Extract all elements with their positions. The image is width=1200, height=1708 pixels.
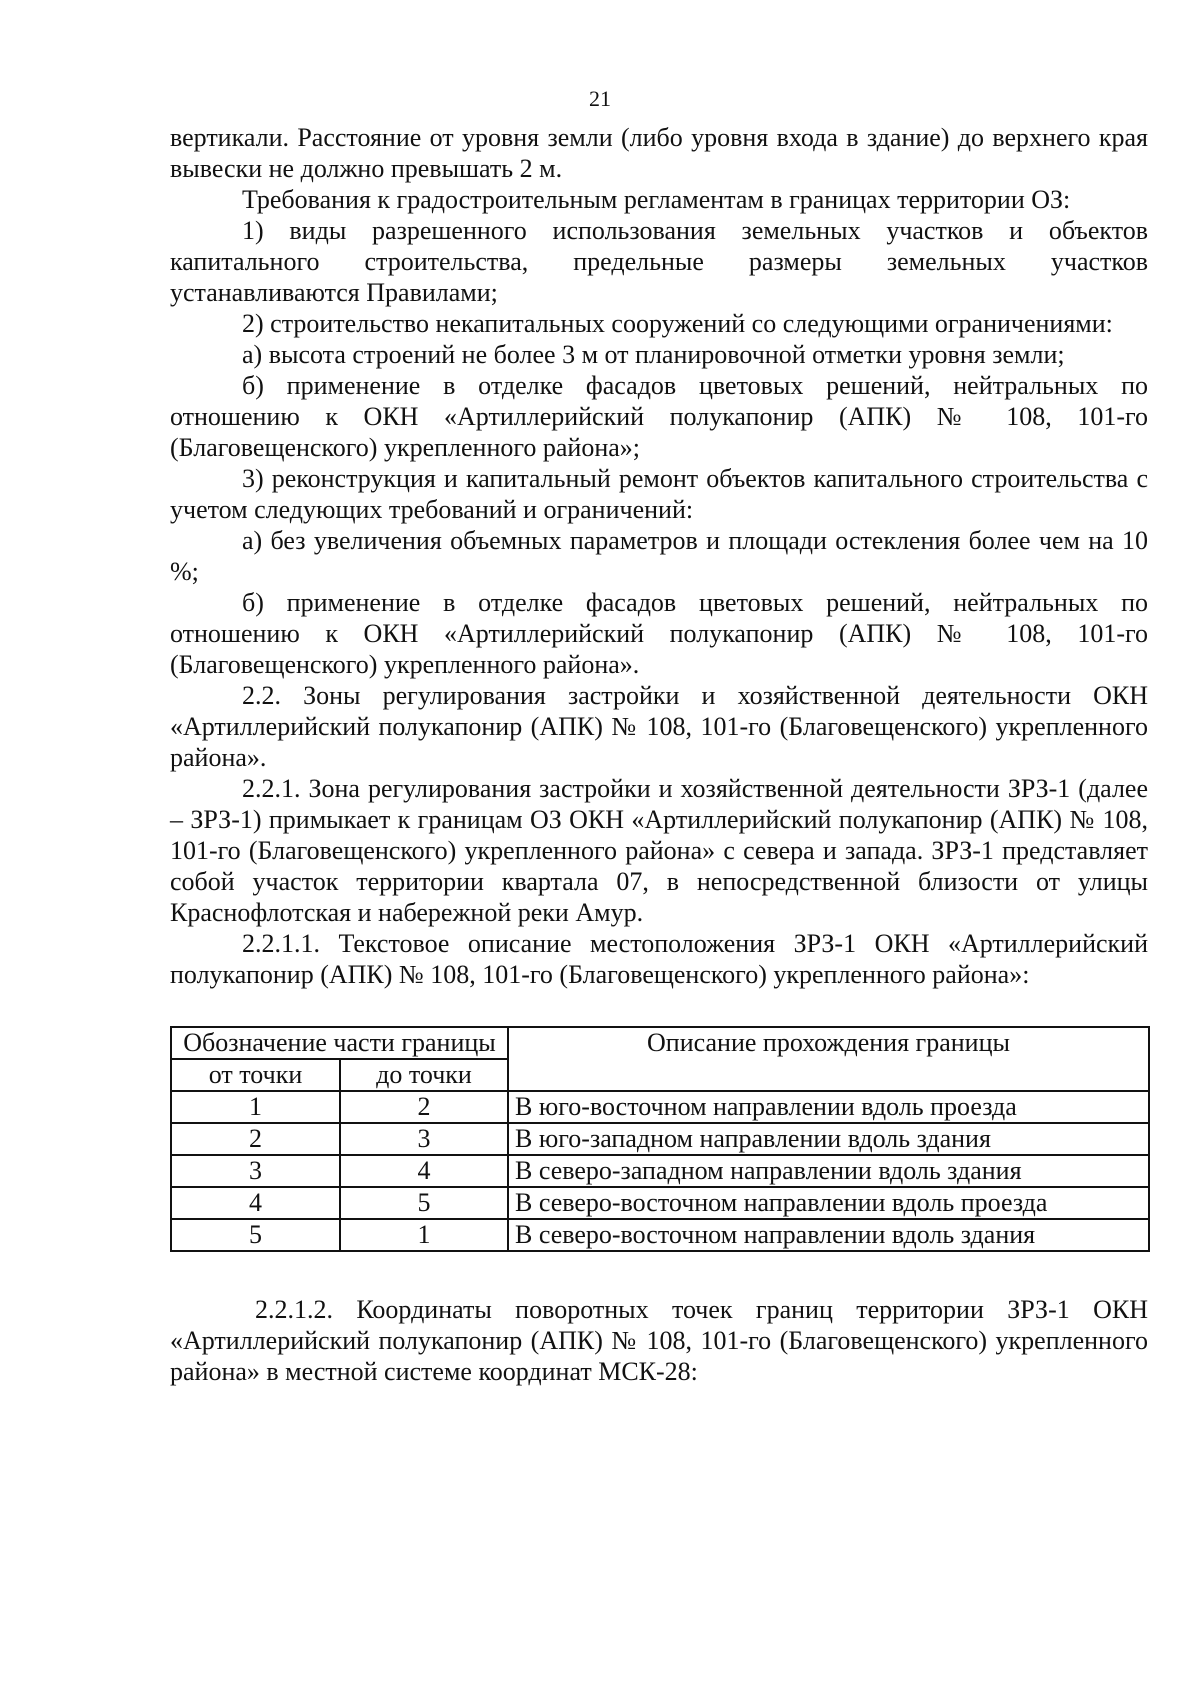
table-header-group: Обозначение части границы [171, 1027, 508, 1059]
paragraph: б) применение в отделке фасадов цветовых решений, нейтральных по отношению к ОКН «Артиллерийский полукапонир (АПК) № 108, 101-го (Благовещенского) укрепленного района»; [170, 371, 1148, 462]
paragraph: 3) реконструкция и капитальный ремонт объектов капитального строительства с учетом следующих требований и ограничений: [170, 464, 1148, 524]
cell-to: 4 [340, 1155, 508, 1187]
cell-from: 4 [171, 1187, 340, 1219]
paragraph: 2.2. Зоны регулирования застройки и хозяйственной деятельности ОКН «Артиллерийский полукапонир (АПК) № 108, 101-го (Благовещенского) укрепленного района». [170, 681, 1148, 772]
cell-description: В юго-западном направлении вдоль здания [508, 1123, 1149, 1155]
cell-to: 5 [340, 1187, 508, 1219]
paragraph: а) без увеличения объемных параметров и площади остекления более чем на 10 %; [170, 526, 1148, 586]
table-header-description: Описание прохождения границы [508, 1027, 1149, 1091]
cell-from: 5 [171, 1219, 340, 1251]
document-body [170, 122, 1148, 1387]
table-row [171, 1155, 1149, 1187]
cell-to: 1 [340, 1219, 508, 1251]
page-number: 21 [589, 86, 611, 111]
cell-to: 3 [340, 1123, 508, 1155]
table-row [171, 1219, 1149, 1251]
paragraph: а) высота строений не более 3 м от планировочной отметки уровня земли; [242, 340, 1065, 369]
cell-description: В северо-восточном направлении вдоль здания [508, 1219, 1149, 1251]
paragraphs-top [170, 122, 1148, 990]
paragraph: 2.2.1. Зона регулирования застройки и хозяйственной деятельности ЗРЗ-1 (далее – ЗРЗ-1) примыкает к границам ОЗ ОКН «Артиллерийский полукапонир (АПК) № 108, 101-го (Благовещенского) укрепленного района» с севера и запада. ЗРЗ-1 представляет собой участок территории квартала 07, в непосредственной близости от улицы Краснофлотская и набережной реки Амур. [170, 774, 1148, 927]
paragraph: 2) строительство некапитальных сооружений со следующими ограничениями: [242, 309, 1113, 338]
table-row [171, 1187, 1149, 1219]
cell-from: 3 [171, 1155, 340, 1187]
cell-description: В северо-восточном направлении вдоль проезда [508, 1187, 1149, 1219]
cell-from: 2 [171, 1123, 340, 1155]
paragraph-coordinates: 2.2.1.2. Координаты поворотных точек границ территории ЗРЗ-1 ОКН «Артиллерийский полукапонир (АПК) № 108, 101-го (Благовещенского) укрепленного района» в местной системе координат МСК-28: [170, 1295, 1148, 1386]
paragraph: 2.2.1.1. Текстовое описание местоположения ЗРЗ-1 ОКН «Артиллерийский полукапонир (АПК) № 108, 101-го (Благовещенского) укрепленного района»: [170, 929, 1148, 989]
paragraph: 1) виды разрешенного использования земельных участков и объектов капитального строительства, предельные размеры земельных участков устанавливаются Правилами; [170, 216, 1148, 307]
cell-to: 2 [340, 1091, 508, 1123]
paragraph: б) применение в отделке фасадов цветовых решений, нейтральных по отношению к ОКН «Артиллерийский полукапонир (АПК) № 108, 101-го (Благовещенского) укрепленного района». [170, 588, 1148, 679]
table-row [171, 1091, 1149, 1123]
cell-from: 1 [171, 1091, 340, 1123]
table-row [171, 1123, 1149, 1155]
paragraph: вертикали. Расстояние от уровня земли (либо уровня входа в здание) до верхнего края вывески не должно превышать 2 м. [170, 123, 1148, 183]
cell-description: В юго-восточном направлении вдоль проезда [508, 1091, 1149, 1123]
paragraph: Требования к градостроительным регламентам в границах территории ОЗ: [242, 185, 1071, 214]
cell-description: В северо-западном направлении вдоль здания [508, 1155, 1149, 1187]
table-header-from: от точки [171, 1059, 340, 1091]
boundary-table [170, 1026, 1150, 1252]
table-header-to: до точки [340, 1059, 508, 1091]
